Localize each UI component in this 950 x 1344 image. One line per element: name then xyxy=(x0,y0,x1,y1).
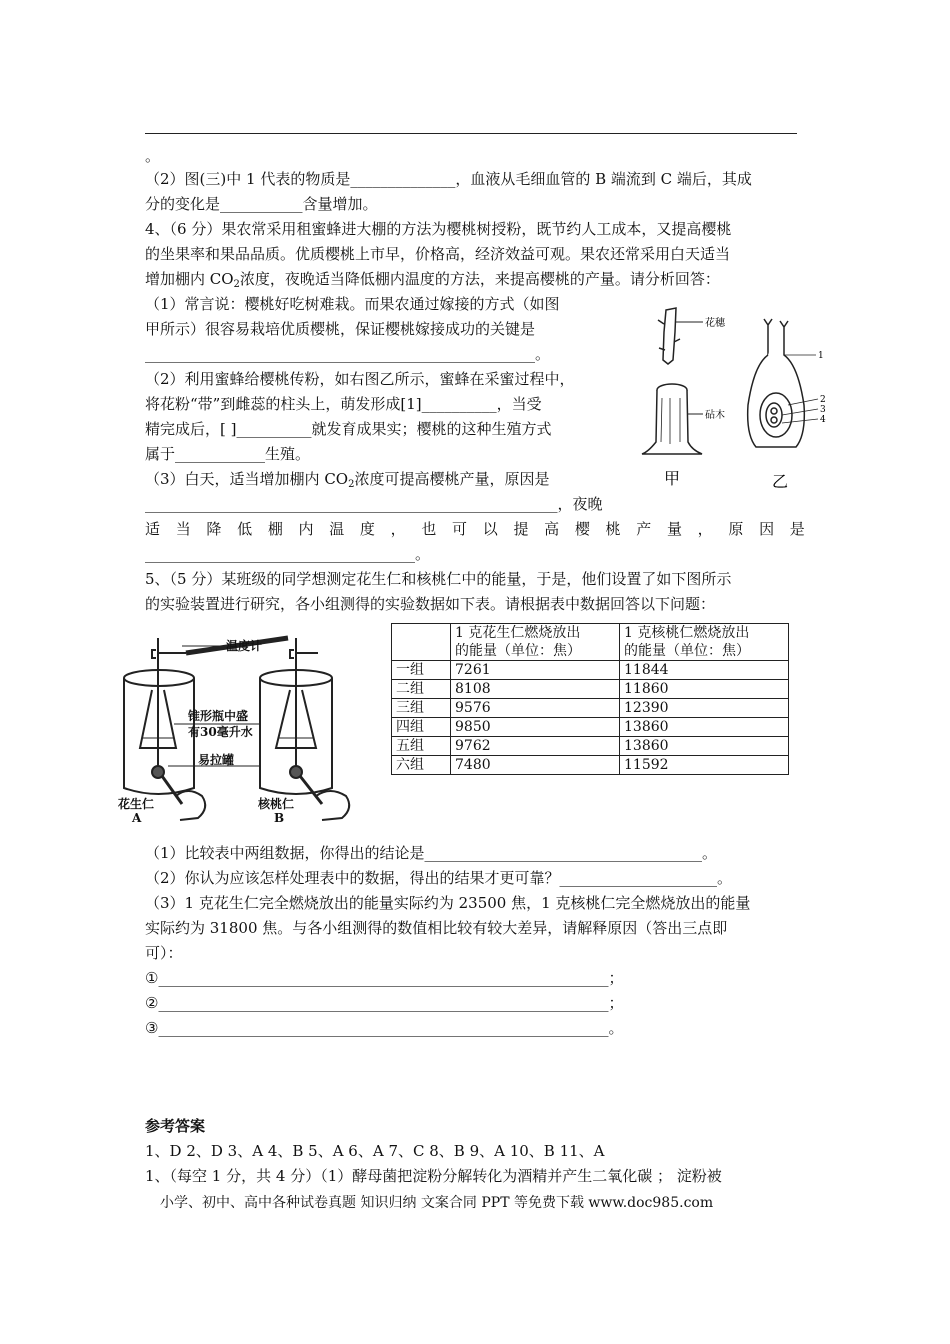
page-footer: 小学、初中、高中各种试卷真题 知识归纳 文案合同 PPT 等免费下载 www.doc985.com xyxy=(160,1195,714,1211)
table-header-cell: 1 克花生仁燃烧放出 的能量（单位：焦） xyxy=(451,624,620,661)
table-cell: 一组 xyxy=(392,661,451,680)
pistil-icon xyxy=(748,319,805,447)
q5-sub3-line2: 实际约为 31800 焦。与各小组测得的数值相比较有较大差异，请解释原因（答出三点即 xyxy=(145,919,728,937)
q5-sub2: （2）你认为应该怎样处理表中的数据，得出的结果才更可靠？_____________________。 xyxy=(145,869,733,887)
walnut-label: 核桃仁 xyxy=(258,797,295,811)
stock-label: 砧木 xyxy=(705,410,725,421)
flask-label-2: 有30毫升水 xyxy=(188,725,253,739)
q5-reason-3: ③____________________________________________________________。 xyxy=(145,1019,624,1037)
q3-part2-line2: 分的变化是___________含量增加。 xyxy=(145,195,378,213)
table-cell: 9850 xyxy=(451,718,620,737)
justified-char: 以 xyxy=(482,520,498,538)
q4-line7: （2）利用蜜蜂给樱桃传粉，如右图乙所示，蜜蜂在采蜜过程中， xyxy=(145,370,575,388)
flower-label-4: 4 xyxy=(820,415,826,425)
q5-sub3-line3: 可）： xyxy=(145,944,183,962)
figure-jia-caption: 甲 xyxy=(664,469,681,488)
table-cell: 8108 xyxy=(451,680,620,699)
walnut-letter: B xyxy=(274,811,285,824)
table-row xyxy=(392,699,789,718)
table-header-cell xyxy=(392,624,451,661)
stock-icon xyxy=(642,384,702,454)
flask-label-1: 锥形瓶中盛 xyxy=(188,709,249,723)
apparatus-figure xyxy=(118,628,378,824)
justified-char: ， xyxy=(697,520,713,538)
answers-line1: 1、D 2、D 3、A 4、B 5、A 6、A 7、C 8、B 9、A 10、B 11、A xyxy=(145,1142,605,1160)
answers-title: 参考答案 xyxy=(145,1117,206,1135)
flower-figure xyxy=(738,315,828,495)
apparatus-b-icon xyxy=(260,638,349,820)
table-cell: 7480 xyxy=(451,756,620,775)
justified-char: 桃 xyxy=(605,520,621,538)
q4-line2: 的坐果率和果品品质。优质樱桃上市早，价格高，经济效益可观。果农还常采用白天适当 xyxy=(145,245,731,263)
justified-char: 度 xyxy=(359,520,375,538)
period-line: 。 xyxy=(145,147,161,165)
justified-char: 温 xyxy=(329,520,345,538)
q4-line9: 精完成后，[ ]__________就发育成果实；樱桃的这种生殖方式 xyxy=(145,420,552,438)
q4-line12: _______________________________________________________，夜晚 xyxy=(145,495,603,513)
q4-line13 xyxy=(145,519,805,539)
justified-char: 棚 xyxy=(267,520,283,538)
q4-line6: ____________________________________________________。 xyxy=(145,345,551,363)
q4-line8: 将花粉“带”到雌蕊的柱头上，萌发形成[1]__________，当受 xyxy=(145,395,542,413)
can-label: 易拉罐 xyxy=(198,753,235,767)
table-cell: 11860 xyxy=(620,680,789,699)
table-cell: 9576 xyxy=(451,699,620,718)
top-rule xyxy=(145,133,797,134)
q4-line3: 增加棚内 $CO_2$浓度，夜晚适当降低棚内温度的方法，来提高樱桃的产量。请分析回答： xyxy=(145,270,720,290)
justified-char: 产 xyxy=(636,520,652,538)
table-header-cell: 1 克核桃仁燃烧放出 的能量（单位：焦） xyxy=(620,624,789,661)
justified-char: 可 xyxy=(452,520,468,538)
justified-char: 提 xyxy=(513,520,529,538)
table-cell: 11592 xyxy=(620,756,789,775)
justified-char: 低 xyxy=(237,520,253,538)
table-header-row xyxy=(392,624,789,661)
thermometer-label: 温度计 xyxy=(226,639,263,653)
q5-reason-2: ②____________________________________________________________； xyxy=(145,994,624,1012)
scion-label: 花穗 xyxy=(705,318,725,329)
justified-char: 量 xyxy=(666,520,682,538)
table-cell: 四组 xyxy=(392,718,451,737)
q3-part2-line1: （2）图(三)中 1 代表的物质是______________，血液从毛细血管的 B 端流到 C 端后，其成 xyxy=(145,170,752,188)
justified-char: 适 xyxy=(145,520,161,538)
q4-line4: （1）常言说：樱桃好吃树难栽。而果农通过嫁接的方式（如图 xyxy=(145,295,560,313)
justified-char: 因 xyxy=(759,520,775,538)
table-row xyxy=(392,718,789,737)
justified-char: 樱 xyxy=(574,520,590,538)
answers-line2: 1、（每空 1 分，共 4 分）（1）酵母菌把淀粉分解转化为酒精并产生二氧化碳 ； 淀粉被 xyxy=(145,1167,722,1185)
q4-line10: 属于____________生殖。 xyxy=(145,445,311,463)
grafting-figure xyxy=(628,302,738,492)
table-cell: 12390 xyxy=(620,699,789,718)
q5-sub3-line1: （3）1 克花生仁完全燃烧放出的能量实际约为 23500 焦，1 克核桃仁完全燃烧放出的能量 xyxy=(145,894,751,912)
scion-icon xyxy=(658,308,680,364)
flower-label-3: 3 xyxy=(820,405,826,415)
table-row xyxy=(392,661,789,680)
q4-line1: 4、（6 分）果农常采用租蜜蜂进大棚的方法为樱桃树授粉，既节约人工成本，又提高樱桃 xyxy=(145,220,732,238)
table-cell: 三组 xyxy=(392,699,451,718)
justified-char: 当 xyxy=(175,520,191,538)
energy-data-table xyxy=(391,623,789,775)
table-row xyxy=(392,680,789,699)
q4-line5: 甲所示）很容易栽培优质樱桃，保证樱桃嫁接成功的关键是 xyxy=(145,320,536,338)
table-cell: 13860 xyxy=(620,737,789,756)
flower-label-1: 1 xyxy=(818,351,824,361)
table-cell: 9762 xyxy=(451,737,620,756)
figure-yi-caption: 乙 xyxy=(772,472,789,491)
justified-char: 原 xyxy=(728,520,744,538)
table-cell: 11844 xyxy=(620,661,789,680)
justified-char: 内 xyxy=(298,520,314,538)
table-row xyxy=(392,756,789,775)
flower-label-2: 2 xyxy=(820,395,826,405)
table-row xyxy=(392,737,789,756)
peanut-label: 花生仁 xyxy=(118,797,155,811)
justified-char: ， xyxy=(390,520,406,538)
justified-char: 是 xyxy=(789,520,805,538)
justified-char: 降 xyxy=(206,520,222,538)
table-cell: 13860 xyxy=(620,718,789,737)
q4-line14: ____________________________________。 xyxy=(145,545,431,563)
table-cell: 7261 xyxy=(451,661,620,680)
table-cell: 六组 xyxy=(392,756,451,775)
peanut-letter: A xyxy=(132,811,142,824)
q5-line1: 5、（5 分）某班级的同学想测定花生仁和核桃仁中的能量，于是，他们设置了如下图所示 xyxy=(145,570,732,588)
q5-sub1: （1）比较表中两组数据，你得出的结论是_____________________________________。 xyxy=(145,844,718,862)
table-cell: 五组 xyxy=(392,737,451,756)
justified-char: 也 xyxy=(421,520,437,538)
q5-reason-1: ①____________________________________________________________； xyxy=(145,969,624,987)
table-cell: 二组 xyxy=(392,680,451,699)
justified-char: 高 xyxy=(544,520,560,538)
q4-line11: （3）白天，适当增加棚内 $CO_2$浓度可提高樱桃产量，原因是 xyxy=(145,470,550,490)
q5-line2: 的实验装置进行研究，各小组测得的实验数据如下表。请根据表中数据回答以下问题： xyxy=(145,595,716,613)
